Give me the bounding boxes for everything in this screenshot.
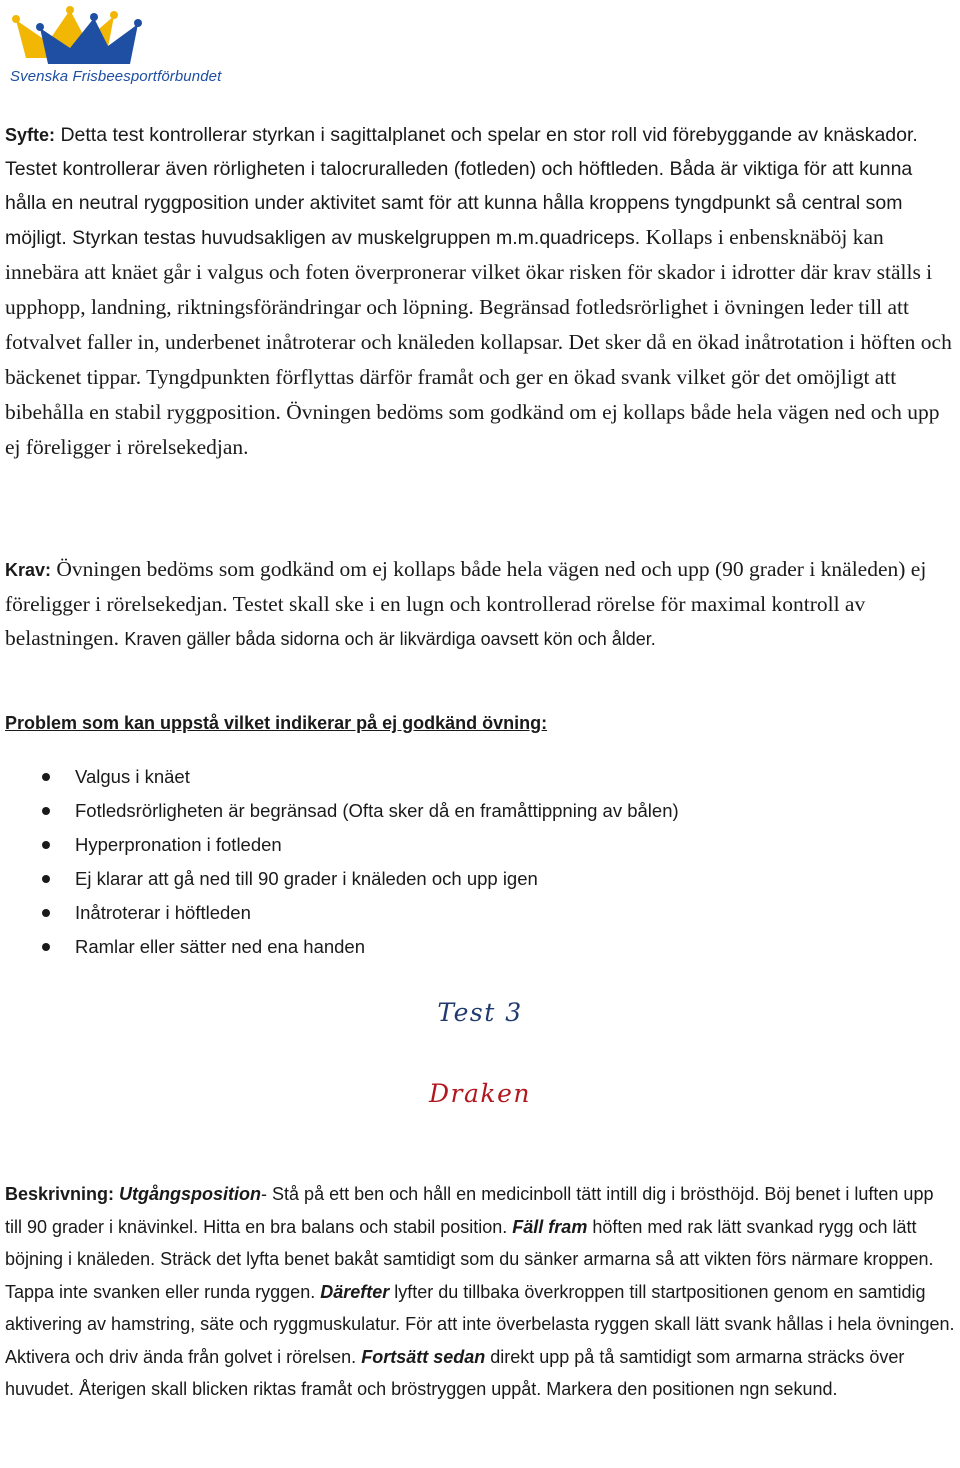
problem-list [0,760,950,964]
test-title: Test 3 [437,998,523,1027]
bullet-icon [42,875,50,883]
beskrivning-label: Beskrivning: [5,1184,115,1204]
list-item: Ramlar eller sätter ned ena handen [0,930,950,964]
syfte-paragraph [5,118,955,465]
krav-serif-text: Övningen bedöms som godkänd om ej kollaps både hela vägen ned och upp (90 grader i knäleden) ej föreligger i rörelsekedjan. Testet skall ske i en lugn och kontrollerad rörelse för maximal kontroll av belastningen. [5,557,927,650]
list-item: Fotledsrörligheten är begränsad (Ofta sker då en framåttippning av bålen) [0,794,950,828]
list-item: Ej klarar att gå ned till 90 grader i knäleden och upp igen [0,862,950,896]
bullet-icon [42,841,50,849]
syfte-serif-text: Kollaps i enbensknäböj kan innebära att knäet går i valgus och foten överpronerar vilket ökar risken för skador i idrotter där krav ställs i upphopp, landning, riktningsförändringar och löpning. Begränsad fotledsrörlighet i övningen leder till att fotvalvet faller in, underbenet inåtroterar och knäleden kollapsar. Det sker då en ökad inåtrotation i höften och bäckenet tippar. Tyngdpunkten förflyttas därför framåt och ger en ökad svank vilket gör det omöjligt att bibehålla en stabil ryggposition. Övningen bedöms som godkänd om ej kollaps både hela vägen ned och upp ej föreligger i rörelsekedjan. [5,225,952,459]
krav-paragraph [5,552,955,656]
beskrivning-section [5,1178,955,1406]
test-name: Draken [429,1079,531,1108]
krav-section [5,552,955,656]
emphasis-darefter: Därefter [320,1281,390,1302]
emphasis-fall-fram: Fäll fram [512,1216,588,1237]
federation-logo [8,6,222,88]
problem-section [5,708,955,738]
problem-heading: Problem som kan uppstå vilket indikerar på ej godkänd övning: [5,713,548,733]
list-item: Hyperpronation i fotleden [0,828,950,862]
bullet-icon [42,909,50,917]
syfte-label: Syfte: [5,125,56,145]
logo-text: Svenska Frisbeesportförbundet [10,68,222,85]
beskrivning-paragraph: Beskrivning: Utgångsposition- Stå på ett ben och håll en medicinboll tätt intill dig i brösthöjd. Böj benet i luften upp till 90 grader i knävinkel. Hitta en bra balans och stabil position. Fäll fram höften med rak lätt svankad rygg och lätt böjning i knäleden. Sträck det lyfta benet bakåt samtidigt som du sänker armarna så att vikten förs närmare kroppen. Tappa inte svanken eller runda ryggen. Därefter lyfter du tillbaka överkroppen till startpositionen genom en samtidig aktivering av hamstring, säte och ryggmuskulatur. För att inte överbelasta ryggen skall lätt svank hållas i hela övningen. Aktivera och driv ända från golvet i rörelsen. Fortsätt sedan direkt upp på tå samtidigt som armarna sträcks över huvudet. Återigen skall blicken riktas framåt och bröstryggen uppåt. Markera den positionen ngn sekund. [5,1184,955,1399]
bullet-icon [42,773,50,781]
krav-sans-text: Kraven gäller båda sidorna och är likvärdiga oavsett kön och ålder. [124,629,656,649]
list-item: Inåtroterar i höftleden [0,896,950,930]
emphasis-fortsatt-sedan: Fortsätt sedan [361,1346,486,1367]
bullet-icon [42,807,50,815]
syfte-section [5,118,955,465]
bullet-icon [42,943,50,951]
krav-label: Krav: [5,560,52,580]
list-item: Valgus i knäet [0,760,950,794]
crown-icon [8,6,168,72]
emphasis-utgangsposition: Utgångsposition [119,1184,262,1204]
syfte-sans-text: Detta test kontrollerar styrkan i sagittalplanet och spelar en stor roll vid förebyggande av knäskador. Testet kontrollerar även rörligheten i talocruralleden (fotleden) och höftleden. Båda är viktiga för att kunna hålla en neutral ryggposition under aktivitet samt för att kunna hålla kroppens tyngdpunkt så central som möjligt. Styrkan testas huvudsakligen av muskelgruppen m.m.quadriceps. [5,124,918,249]
problem-list-container [0,760,950,964]
